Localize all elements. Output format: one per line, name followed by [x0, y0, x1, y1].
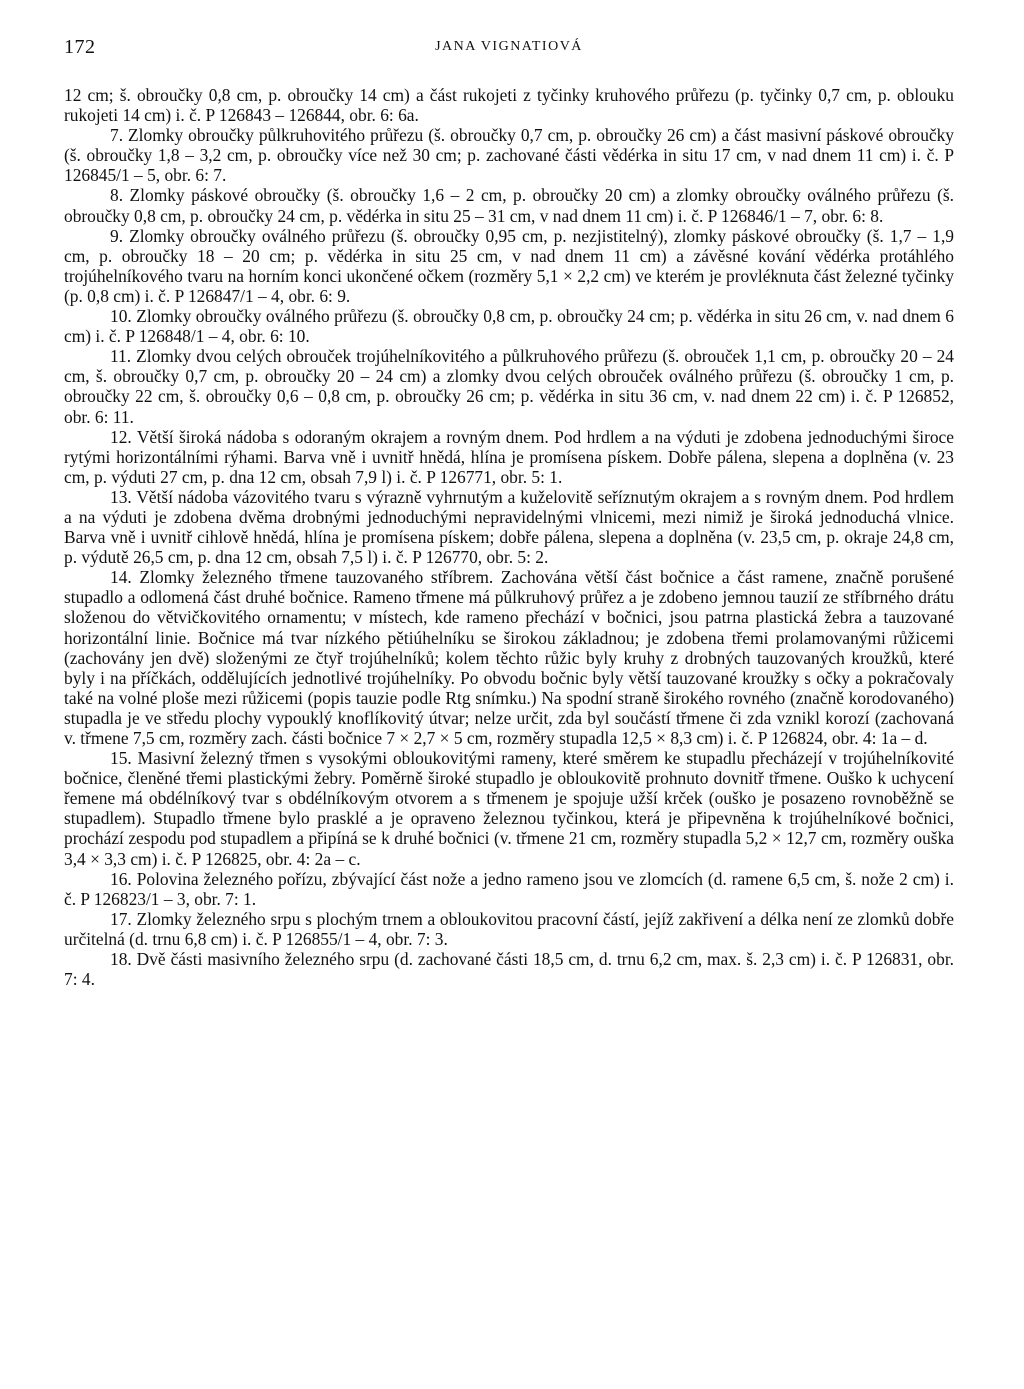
paragraph: 8. Zlomky páskové obroučky (š. obroučky 1,6 – 2 cm, p. obroučky 20 cm) a zlomky obroučky oválného průřezu (š. obroučky 0,8 cm, p. obroučky 24 cm, p. vědérka in situ 25 – 31 cm, v nad dnem 11 cm) i. č. P 126846/1 – 7, obr. 6: 8. [64, 185, 954, 226]
page-number: 172 [64, 36, 96, 58]
paragraph: 14. Zlomky železného třmene tauzovaného stříbrem. Zachována větší část bočnice a část ramene, značně porušené stupadlo a odlomená část druhé bočnice. Rameno třmene má půlkruhový průřez a je zdobeno jemnou tauzií ze stříbrného drátu složenou do větvičkovitého ornamentu; v místech, kde rameno přechází v bočnici, jsou patrna plastická žebra a tauzované horizontální linie. Bočnice má tvar nízkého pětiúhelníku se širokou základnou; je zdobena třemi prolamovanými růžicemi (zachovány jen dvě) složenými ze čtyř trojúhelníků; kolem těchto růžic byly kruhy z drobných tauzovaných kroužků, které byly i na příčkách, oddělujících jednotlivé trojúhelníky. Po obvodu bočnic byly větší tauzované kroužky s očky a pokračovaly také na volné ploše mezi růžicemi (popis tauzie podle Rtg snímku.) Na spodní straně širokého rovného (značně korodovaného) stupadla je ve středu plochy vypouklý knoflíkovitý útvar; nelze určit, zda byl součástí třmene či zda vznikl korozí (zachovaná v. třmene 7,5 cm, rozměry zach. části bočnice 7 × 2,7 × 5 cm, rozměry stupadla 12,5 × 8,3 cm) i. č. P 126824, obr. 4: 1a – d. [64, 567, 954, 748]
paragraph: 9. Zlomky obroučky oválného průřezu (š. obroučky 0,95 cm, p. nezjistitelný), zlomky páskové obroučky (š. 1,7 – 1,9 cm, p. obroučky 18 – 20 cm; p. vědérka in situ 25 cm, v nad dnem 11 cm) a závěsné kování vědérka protáhlého trojúhelníkového tvaru na horním konci ukončené očkem (rozměry 5,1 × 2,2 cm) ve kterém je provléknuta část železné tyčinky (p. 0,8 cm) i. č. P 126847/1 – 4, obr. 6: 9. [64, 225, 954, 306]
page-header [64, 36, 954, 76]
paragraph: 12 cm; š. obroučky 0,8 cm, p. obroučky 14 cm) a část rukojeti z tyčinky kruhového průřezu (p. tyčinky 0,7 cm, p. oblouku rukojeti 14 cm) i. č. P 126843 – 126844, obr. 6: 6a. [64, 85, 954, 126]
paragraph: 12. Větší široká nádoba s odoraným okrajem a rovným dnem. Pod hrdlem a na výduti je zdobena jednoduchými široce rytými horizontálními rýhami. Barva vně i uvnitř hnědá, hlína je promísena pískem. Dobře pálena, slepena a doplněna (v. 23 cm, p. výduti 27 cm, p. dna 12 cm, obsah 7,9 l) i. č. P 126771, obr. 5: 1. [64, 426, 954, 487]
paragraph: 10. Zlomky obroučky oválného průřezu (š. obroučky 0,8 cm, p. obroučky 24 cm; p. vědérka in situ 26 cm, v. nad dnem 6 cm) i. č. P 126848/1 – 4, obr. 6: 10. [64, 306, 954, 347]
paragraph: 16. Polovina železného pořízu, zbývající část nože a jedno rameno jsou ve zlomcích (d. ramene 6,5 cm, š. nože 2 cm) i. č. P 126823/1 – 3, obr. 7: 1. [64, 868, 954, 909]
body-text [64, 85, 954, 989]
document-page [64, 36, 954, 989]
paragraph: 18. Dvě části masivního železného srpu (d. zachované části 18,5 cm, d. trnu 6,2 cm, max. š. 2,3 cm) i. č. P 126831, obr. 7: 4. [64, 949, 954, 990]
paragraph: 13. Větší nádoba vázovitého tvaru s výrazně vyhrnutým a kuželovitě seříznutým okrajem a s rovným dnem. Pod hrdlem a na výduti je zdobena dvěma drobnými jednoduchými nepravidelnými vlnicemi, mezi nimiž je široká jednoduchá vlnice. Barva vně i uvnitř cihlově hnědá, hlína je promísena pískem; dobře pálena, slepena a doplněna (v. 23,5 cm, p. okraje 24,8 cm, p. výdutě 26,5 cm, p. dna 12 cm, obsah 7,5 l) i. č. P 126770, obr. 5: 2. [64, 486, 954, 568]
paragraph: 7. Zlomky obroučky půlkruhovitého průřezu (š. obroučky 0,7 cm, p. obroučky 26 cm) a část masivní páskové obroučky (š. obroučky 1,8 – 3,2 cm, p. obroučky více než 30 cm; p. zachované části vědérka in situ 17 cm, v nad dnem 11 cm) i. č. P 126845/1 – 5, obr. 6: 7. [64, 125, 954, 186]
paragraph: 15. Masivní železný třmen s vysokými obloukovitými rameny, které směrem ke stupadlu přecházejí v trojúhelníkovité bočnice, členěné třemi plastickými žebry. Poměrně široké stupadlo je obloukovitě prohnuto dovnitř třmene. Ouško k uchycení řemene má obdélníkový tvar s obdélníkovým otvorem a s třmenem je spojuje užší krček (ouško je posazeno rovnoběžně se stupadlem). Stupadlo třmene bylo prasklé a je opraveno železnou tyčinkou, která je připevněna k trojúhelníkové bočnici, prochází zespodu pod stupadlem a připíná se k druhé bočnici (v. třmene 21 cm, rozměry stupadla 5,2 × 12,7 cm, rozměry ouška 3,4 × 3,3 cm) i. č. P 126825, obr. 4: 2a – c. [64, 748, 954, 869]
paragraph: 17. Zlomky železného srpu s plochým trnem a obloukovitou pracovní částí, jejíž zakřivení a délka není ze zlomků dobře určitelná (d. trnu 6,8 cm) i. č. P 126855/1 – 4, obr. 7: 3. [64, 908, 954, 949]
paragraph: 11. Zlomky dvou celých obrouček trojúhelníkovitého a půlkruhového průřezu (š. obrouček 1,1 cm, p. obroučky 20 – 24 cm, š. obroučky 0,7 cm, p. obroučky 20 – 24 cm) a zlomky dvou celých obrouček oválného průřezu (š. obroučky 1 cm, p. obroučky 22 cm, š. obroučky 0,6 – 0,8 cm, p. obroučky 26 cm; p. vědérka in situ 36 cm, v. nad dnem 22 cm) i. č. P 126852, obr. 6: 11. [64, 346, 954, 427]
running-head: JANA VIGNATIOVÁ [435, 39, 583, 54]
